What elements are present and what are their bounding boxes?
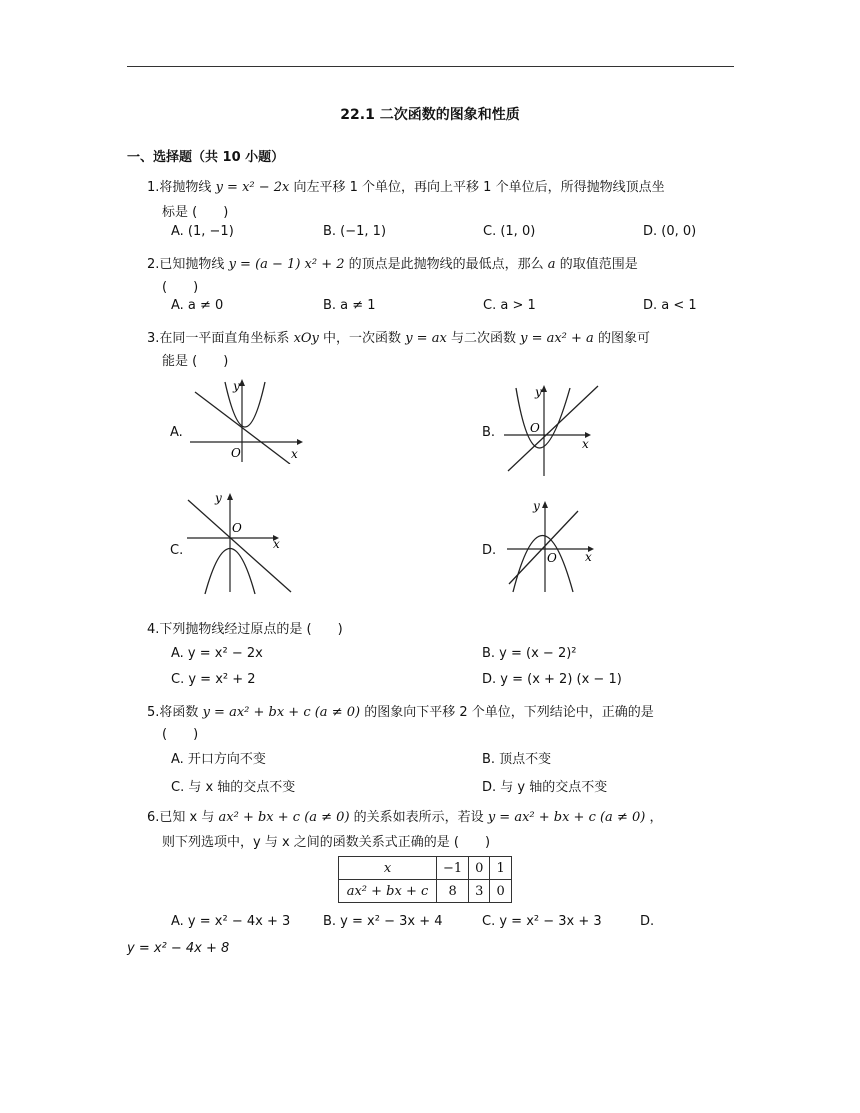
q4-option-c[interactable]: C. y = x² + 2 xyxy=(171,672,256,687)
q1-text-b: 向左平移 1 个单位，再向上平移 1 个单位后，所得抛物线顶点坐 xyxy=(293,180,665,195)
table-cell: 0 xyxy=(469,857,490,880)
table-row xyxy=(339,880,512,903)
q2-number: 2. xyxy=(147,257,160,272)
q3-graph-a-y-label: y xyxy=(233,379,240,393)
section-heading: 一、选择题（共 10 小题） xyxy=(127,150,285,165)
q3-graph-a-label[interactable]: A. xyxy=(170,425,183,440)
q3-graph-c[interactable] xyxy=(185,488,295,596)
q3-graph-c-y-label: y xyxy=(215,491,222,505)
q3-graph-d[interactable] xyxy=(505,494,600,594)
q2-option-b[interactable]: B. a ≠ 1 xyxy=(323,298,376,313)
q3-graph-b-y-label: y xyxy=(535,385,542,399)
q3-text-c: 与二次函数 xyxy=(450,331,516,346)
table-row xyxy=(339,857,512,880)
q6-value-table xyxy=(338,856,512,903)
q5-text-b: 的图象向下平移 2 个单位，下列结论中，正确的是 xyxy=(364,705,654,720)
q3-number: 3. xyxy=(147,331,160,346)
q3-graph-c-label[interactable]: C. xyxy=(170,543,184,558)
q2-text-d: ( ) xyxy=(162,280,199,295)
q6-option-b[interactable]: B. y = x² − 3x + 4 xyxy=(323,914,443,929)
q1-option-a[interactable]: A. (1, −1) xyxy=(171,224,234,239)
q4-text: 下列抛物线经过原点的是 ( ) xyxy=(159,622,343,637)
q3-graph-d-label[interactable]: D. xyxy=(482,543,497,558)
q1-text-a: 将抛物线 xyxy=(159,180,212,195)
q6-text-d: 则下列选项中，y 与 x 之间的函数关系式正确的是 ( ) xyxy=(162,835,491,850)
q6-line1 xyxy=(147,806,662,825)
q5-line1 xyxy=(147,701,654,720)
q6-number: 6. xyxy=(147,810,160,825)
q4-number: 4. xyxy=(147,622,160,637)
q5-option-c[interactable]: C. 与 x 轴的交点不变 xyxy=(171,780,296,795)
q5-number: 5. xyxy=(147,705,160,720)
page-title: 22.1 二次函数的图象和性质 xyxy=(340,107,520,123)
q2-text-c: 的取值范围是 xyxy=(559,257,638,272)
q1-text-c: 标是 ( ) xyxy=(162,205,229,220)
q2-option-a[interactable]: A. a ≠ 0 xyxy=(171,298,224,313)
q2-line1 xyxy=(147,253,638,272)
q6-option-a[interactable]: A. y = x² − 4x + 3 xyxy=(171,914,291,929)
q1-line1 xyxy=(147,176,665,195)
q3-graph-a[interactable] xyxy=(185,372,310,464)
header-rule xyxy=(127,66,734,67)
q3-graph-a-origin: O xyxy=(231,446,241,460)
q3-text-a: 在同一平面直角坐标系 xyxy=(159,331,290,346)
q5-text-a: 将函数 xyxy=(159,705,199,720)
table-cell: ax² + bx + c xyxy=(339,880,437,903)
q3-graph-d-x-label: x xyxy=(585,550,592,564)
q2-text-a: 已知抛物线 xyxy=(159,257,225,272)
q2-option-d[interactable]: D. a < 1 xyxy=(643,298,697,313)
q6-text-b: 的关系如表所示，若设 xyxy=(353,810,484,825)
table-cell: 8 xyxy=(437,880,469,903)
q1-option-d[interactable]: D. (0, 0) xyxy=(643,224,697,239)
q3-text-b: 中，一次函数 xyxy=(323,331,402,346)
q2-text-b: 的顶点是此抛物线的最低点，那么 xyxy=(348,257,544,272)
q6-text-a: 已知 x 与 xyxy=(159,810,215,825)
q6-formula-a: ax² + bx + c (a ≠ 0) xyxy=(218,810,350,825)
q5-option-a[interactable]: A. 开口方向不变 xyxy=(171,752,266,767)
q3-graph-b[interactable] xyxy=(500,378,605,478)
q2-option-c[interactable]: C. a > 1 xyxy=(483,298,536,313)
q4-option-d[interactable]: D. y = (x + 2) (x − 1) xyxy=(482,672,622,687)
q6-formula-b: y = ax² + bx + c (a ≠ 0) xyxy=(487,810,646,825)
q2-formula: y = (a − 1) x² + 2 xyxy=(228,257,345,272)
q3-graph-a-x-label: x xyxy=(291,447,298,461)
q5-option-b[interactable]: B. 顶点不变 xyxy=(482,752,552,767)
q5-formula: y = ax² + bx + c (a ≠ 0) xyxy=(202,705,361,720)
q4-line1 xyxy=(147,618,343,637)
q3-coord: xOy xyxy=(293,331,319,346)
q6-option-d-formula[interactable]: y = x² − 4x + 8 xyxy=(127,941,230,956)
q3-line1 xyxy=(147,327,650,346)
q3-graph-b-x-label: x xyxy=(582,437,589,451)
q3-graph-b-origin: O xyxy=(530,421,540,435)
q4-option-a[interactable]: A. y = x² − 2x xyxy=(171,646,263,661)
q1-formula: y = x² − 2x xyxy=(215,180,290,195)
q2-var-a: a xyxy=(547,257,556,272)
table-cell: −1 xyxy=(437,857,469,880)
table-cell: x xyxy=(339,857,437,880)
q3-f2: y = ax² + a xyxy=(520,331,594,346)
table-cell: 3 xyxy=(469,880,490,903)
q1-number: 1. xyxy=(147,180,160,195)
q1-option-b[interactable]: B. (−1, 1) xyxy=(323,224,387,239)
q3-graph-d-origin: O xyxy=(547,551,557,565)
q5-option-d[interactable]: D. 与 y 轴的交点不变 xyxy=(482,780,608,795)
table-cell: 0 xyxy=(490,880,511,903)
q3-graph-c-x-label: x xyxy=(273,537,280,551)
q3-graph-b-label[interactable]: B. xyxy=(482,425,496,440)
q3-graph-c-origin: O xyxy=(232,521,242,535)
q6-option-c[interactable]: C. y = x² − 3x + 3 xyxy=(482,914,602,929)
q3-graph-d-y-label: y xyxy=(533,499,540,513)
q6-text-c: ， xyxy=(649,810,663,825)
q3-text-e: 能是 ( ) xyxy=(162,354,229,369)
q3-f1: y = ax xyxy=(405,331,447,346)
q6-option-d[interactable]: D. xyxy=(640,914,655,929)
table-cell: 1 xyxy=(490,857,511,880)
q1-option-c[interactable]: C. (1, 0) xyxy=(483,224,536,239)
q3-text-d: 的图象可 xyxy=(597,331,650,346)
q5-text-c: ( ) xyxy=(162,727,199,742)
q4-option-b[interactable]: B. y = (x − 2)² xyxy=(482,646,577,661)
